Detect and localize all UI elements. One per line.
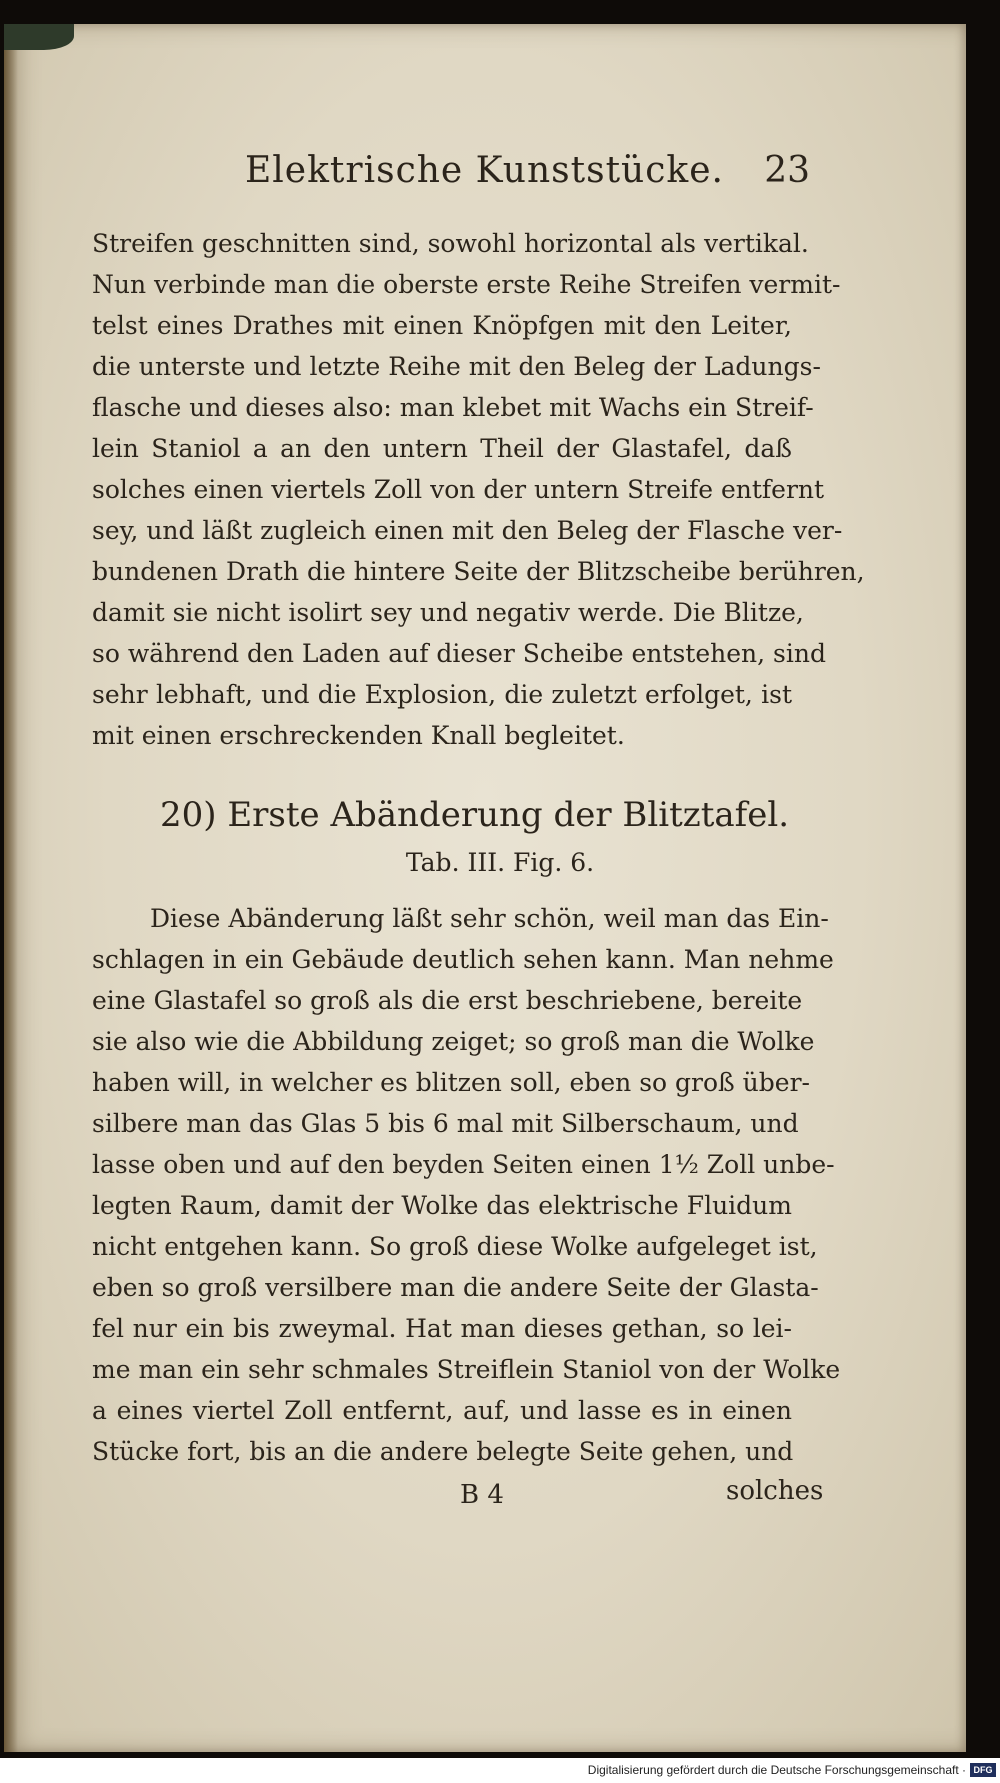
text-line: sie also wie die Abbildung zeiget; so groß man die Wolke (92, 1027, 815, 1056)
text-line: eben so groß versilbere man die andere Seite der Glasta- (92, 1273, 819, 1302)
text-line: so während den Laden auf dieser Scheibe entstehen, sind (92, 639, 826, 668)
text-line: sehr lebhaft, und die Explosion, die zuletzt erfolget, ist (92, 680, 792, 709)
text-line: solches einen viertels Zoll von der untern Streife entfernt (92, 475, 825, 504)
text-line: Nun verbinde man die oberste erste Reihe Streifen vermit- (92, 270, 841, 299)
text-line: flasche und dieses also: man klebet mit Wachs ein Streif- (92, 393, 814, 422)
catchword: solches (726, 1476, 824, 1506)
text-line: Stücke fort, bis an die andere belegte Seite gehen, und (92, 1437, 794, 1466)
running-head (245, 150, 810, 206)
text-line: fel nur ein bis zweymal. Hat man dieses gethan, so lei- (92, 1314, 792, 1343)
page-gutter-shadow (4, 24, 18, 1752)
text-line: silbere man das Glas 5 bis 6 mal mit Silberschaum, und (92, 1109, 799, 1138)
dfg-logo[interactable]: DFG (970, 1763, 996, 1777)
text-line: telst eines Drathes mit einen Knöpfgen mit den Leiter, (92, 311, 792, 340)
corner-tab-mark (4, 24, 74, 50)
text-line: me man ein sehr schmales Streiflein Staniol von der Wolke (92, 1355, 841, 1384)
text-line: die unterste und letzte Reihe mit den Beleg der Ladungs- (92, 352, 821, 381)
running-title: Elektrische Kunststücke. (245, 150, 724, 191)
text-line: lein Staniol a an den untern Theil der Glastafel, daß (92, 434, 792, 463)
text-line: bundenen Drath die hintere Seite der Blitzscheibe berühren, (92, 557, 865, 586)
text-line: sey, und läßt zugleich einen mit den Beleg der Flasche ver- (92, 516, 843, 545)
page-right-edge (966, 24, 1000, 1752)
text-line: Diese Abänderung läßt sehr schön, weil man das Ein- (150, 904, 829, 933)
text-line: eine Glastafel so groß als die erst beschriebene, bereite (92, 986, 803, 1015)
section-heading: 20) Erste Abänderung der Blitztafel. (160, 795, 790, 835)
text-line: legten Raum, damit der Wolke das elektrische Fluidum (92, 1191, 792, 1220)
text-line: lasse oben und auf den beyden Seiten einen 1½ Zoll unbe- (92, 1150, 835, 1179)
figure-reference: Tab. III. Fig. 6. (405, 848, 595, 877)
text-line: mit einen erschreckenden Knall begleitet. (92, 721, 625, 750)
text-line: a eines viertel Zoll entfernt, auf, und lasse es in einen (92, 1396, 792, 1425)
text-line: haben will, in welcher es blitzen soll, eben so groß über- (92, 1068, 810, 1097)
text-line: damit sie nicht isolirt sey und negativ werde. Die Blitze, (92, 598, 804, 627)
signature-mark: B 4 (460, 1480, 504, 1510)
credit-text: Digitalisierung gefördert durch die Deutsche Forschungsgemeinschaft · (587, 1763, 966, 1777)
digitization-credit-bar (0, 1758, 1000, 1783)
text-line: nicht entgehen kann. So groß diese Wolke aufgeleget ist, (92, 1232, 818, 1261)
text-line: Streifen geschnitten sind, sowohl horizontal als vertikal. (92, 229, 809, 258)
page-number: 23 (764, 150, 810, 191)
text-line: schlagen in ein Gebäude deutlich sehen kann. Man nehme (92, 945, 834, 974)
